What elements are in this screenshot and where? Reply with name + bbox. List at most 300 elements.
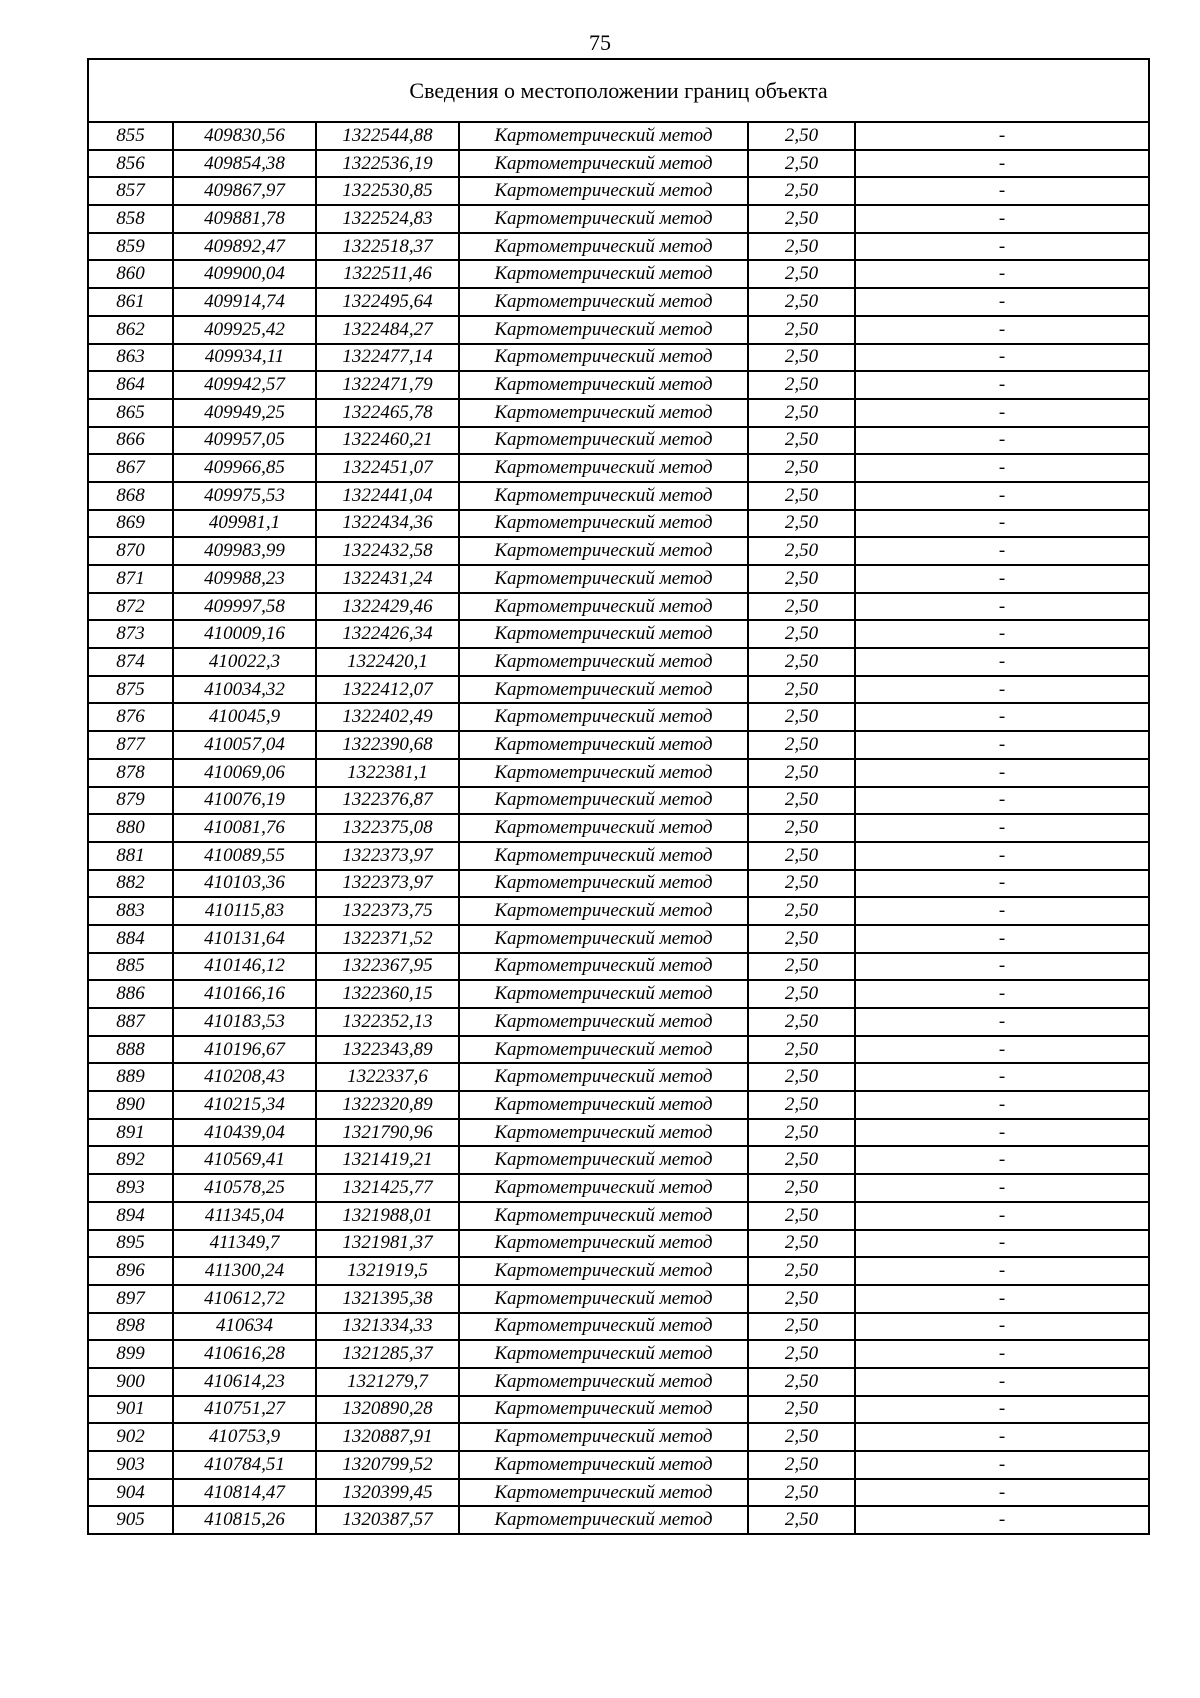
accuracy-cell: 2,50 (748, 371, 855, 399)
method-cell: Картометрический метод (459, 122, 748, 150)
x-coordinate-cell: 410612,72 (173, 1285, 316, 1313)
y-coordinate-cell: 1322426,34 (316, 620, 459, 648)
table-row (88, 565, 1149, 593)
method-cell: Картометрический метод (459, 870, 748, 898)
point-number-cell: 885 (88, 953, 173, 981)
description-cell: - (855, 620, 1149, 648)
y-coordinate-cell: 1320799,52 (316, 1451, 459, 1479)
accuracy-cell: 2,50 (748, 897, 855, 925)
x-coordinate-cell: 409892,47 (173, 233, 316, 261)
accuracy-cell: 2,50 (748, 1091, 855, 1119)
table-row (88, 648, 1149, 676)
point-number-cell: 879 (88, 787, 173, 815)
method-cell: Картометрический метод (459, 454, 748, 482)
description-cell: - (855, 1285, 1149, 1313)
table-row (88, 1423, 1149, 1451)
point-number-cell: 877 (88, 731, 173, 759)
y-coordinate-cell: 1322518,37 (316, 233, 459, 261)
x-coordinate-cell: 410081,76 (173, 814, 316, 842)
table-row (88, 1119, 1149, 1147)
y-coordinate-cell: 1322320,89 (316, 1091, 459, 1119)
y-coordinate-cell: 1322373,97 (316, 842, 459, 870)
y-coordinate-cell: 1321988,01 (316, 1202, 459, 1230)
point-number-cell: 882 (88, 870, 173, 898)
table-row (88, 870, 1149, 898)
point-number-cell: 892 (88, 1146, 173, 1174)
method-cell: Картометрический метод (459, 537, 748, 565)
x-coordinate-cell: 409949,25 (173, 399, 316, 427)
x-coordinate-cell: 410208,43 (173, 1063, 316, 1091)
table-row (88, 1396, 1149, 1424)
y-coordinate-cell: 1321790,96 (316, 1119, 459, 1147)
method-cell: Картометрический метод (459, 205, 748, 233)
method-cell: Картометрический метод (459, 1313, 748, 1341)
point-number-cell: 884 (88, 925, 173, 953)
accuracy-cell: 2,50 (748, 316, 855, 344)
point-number-cell: 864 (88, 371, 173, 399)
point-number-cell: 870 (88, 537, 173, 565)
table-row (88, 842, 1149, 870)
description-cell: - (855, 1396, 1149, 1424)
table-title: Сведения о местоположении границ объекта (88, 59, 1149, 122)
y-coordinate-cell: 1322360,15 (316, 980, 459, 1008)
accuracy-cell: 2,50 (748, 648, 855, 676)
y-coordinate-cell: 1321425,77 (316, 1174, 459, 1202)
description-cell: - (855, 1202, 1149, 1230)
x-coordinate-cell: 410115,83 (173, 897, 316, 925)
description-cell: - (855, 593, 1149, 621)
point-number-cell: 894 (88, 1202, 173, 1230)
y-coordinate-cell: 1322441,04 (316, 482, 459, 510)
point-number-cell: 865 (88, 399, 173, 427)
accuracy-cell: 2,50 (748, 1146, 855, 1174)
point-number-cell: 890 (88, 1091, 173, 1119)
y-coordinate-cell: 1322434,36 (316, 510, 459, 538)
accuracy-cell: 2,50 (748, 482, 855, 510)
description-cell: - (855, 177, 1149, 205)
description-cell: - (855, 122, 1149, 150)
x-coordinate-cell: 410103,36 (173, 870, 316, 898)
description-cell: - (855, 925, 1149, 953)
y-coordinate-cell: 1321334,33 (316, 1313, 459, 1341)
x-coordinate-cell: 409867,97 (173, 177, 316, 205)
point-number-cell: 888 (88, 1036, 173, 1064)
method-cell: Картометрический метод (459, 814, 748, 842)
point-number-cell: 895 (88, 1230, 173, 1258)
accuracy-cell: 2,50 (748, 288, 855, 316)
y-coordinate-cell: 1322412,07 (316, 676, 459, 704)
x-coordinate-cell: 411345,04 (173, 1202, 316, 1230)
table-row (88, 510, 1149, 538)
description-cell: - (855, 1230, 1149, 1258)
accuracy-cell: 2,50 (748, 787, 855, 815)
y-coordinate-cell: 1322381,1 (316, 759, 459, 787)
accuracy-cell: 2,50 (748, 814, 855, 842)
y-coordinate-cell: 1322337,6 (316, 1063, 459, 1091)
description-cell: - (855, 1036, 1149, 1064)
x-coordinate-cell: 410009,16 (173, 620, 316, 648)
method-cell: Картометрический метод (459, 759, 748, 787)
x-coordinate-cell: 409966,85 (173, 454, 316, 482)
table-row (88, 1008, 1149, 1036)
x-coordinate-cell: 410569,41 (173, 1146, 316, 1174)
accuracy-cell: 2,50 (748, 1368, 855, 1396)
y-coordinate-cell: 1322429,46 (316, 593, 459, 621)
point-number-cell: 863 (88, 344, 173, 372)
y-coordinate-cell: 1320887,91 (316, 1423, 459, 1451)
table-row (88, 620, 1149, 648)
accuracy-cell: 2,50 (748, 1340, 855, 1368)
y-coordinate-cell: 1322495,64 (316, 288, 459, 316)
point-number-cell: 899 (88, 1340, 173, 1368)
y-coordinate-cell: 1322524,83 (316, 205, 459, 233)
table-row (88, 1202, 1149, 1230)
y-coordinate-cell: 1322371,52 (316, 925, 459, 953)
x-coordinate-cell: 410022,3 (173, 648, 316, 676)
method-cell: Картометрический метод (459, 1423, 748, 1451)
method-cell: Картометрический метод (459, 150, 748, 178)
accuracy-cell: 2,50 (748, 1423, 855, 1451)
y-coordinate-cell: 1322536,19 (316, 150, 459, 178)
method-cell: Картометрический метод (459, 233, 748, 261)
point-number-cell: 860 (88, 260, 173, 288)
method-cell: Картометрический метод (459, 953, 748, 981)
method-cell: Картометрический метод (459, 1479, 748, 1507)
x-coordinate-cell: 410814,47 (173, 1479, 316, 1507)
description-cell: - (855, 454, 1149, 482)
point-number-cell: 878 (88, 759, 173, 787)
x-coordinate-cell: 410614,23 (173, 1368, 316, 1396)
y-coordinate-cell: 1322544,88 (316, 122, 459, 150)
point-number-cell: 869 (88, 510, 173, 538)
y-coordinate-cell: 1322402,49 (316, 703, 459, 731)
accuracy-cell: 2,50 (748, 620, 855, 648)
y-coordinate-cell: 1322373,75 (316, 897, 459, 925)
point-number-cell: 896 (88, 1257, 173, 1285)
description-cell: - (855, 1008, 1149, 1036)
accuracy-cell: 2,50 (748, 1036, 855, 1064)
description-cell: - (855, 953, 1149, 981)
accuracy-cell: 2,50 (748, 344, 855, 372)
method-cell: Картометрический метод (459, 620, 748, 648)
description-cell: - (855, 897, 1149, 925)
y-coordinate-cell: 1321285,37 (316, 1340, 459, 1368)
x-coordinate-cell: 410183,53 (173, 1008, 316, 1036)
method-cell: Картометрический метод (459, 676, 748, 704)
x-coordinate-cell: 410131,64 (173, 925, 316, 953)
y-coordinate-cell: 1322367,95 (316, 953, 459, 981)
method-cell: Картометрический метод (459, 980, 748, 1008)
accuracy-cell: 2,50 (748, 925, 855, 953)
description-cell: - (855, 703, 1149, 731)
x-coordinate-cell: 409988,23 (173, 565, 316, 593)
x-coordinate-cell: 409957,05 (173, 427, 316, 455)
description-cell: - (855, 427, 1149, 455)
y-coordinate-cell: 1321419,21 (316, 1146, 459, 1174)
method-cell: Картометрический метод (459, 1036, 748, 1064)
point-number-cell: 861 (88, 288, 173, 316)
table-row (88, 759, 1149, 787)
x-coordinate-cell: 409975,53 (173, 482, 316, 510)
y-coordinate-cell: 1322376,87 (316, 787, 459, 815)
accuracy-cell: 2,50 (748, 1063, 855, 1091)
method-cell: Картометрический метод (459, 593, 748, 621)
description-cell: - (855, 814, 1149, 842)
x-coordinate-cell: 410751,27 (173, 1396, 316, 1424)
description-cell: - (855, 1479, 1149, 1507)
description-cell: - (855, 1146, 1149, 1174)
x-coordinate-cell: 409983,99 (173, 537, 316, 565)
y-coordinate-cell: 1322451,07 (316, 454, 459, 482)
table-row (88, 1174, 1149, 1202)
method-cell: Картометрический метод (459, 1368, 748, 1396)
y-coordinate-cell: 1320890,28 (316, 1396, 459, 1424)
table-row (88, 454, 1149, 482)
point-number-cell: 893 (88, 1174, 173, 1202)
accuracy-cell: 2,50 (748, 1230, 855, 1258)
table-row (88, 1313, 1149, 1341)
description-cell: - (855, 1063, 1149, 1091)
accuracy-cell: 2,50 (748, 454, 855, 482)
point-number-cell: 858 (88, 205, 173, 233)
y-coordinate-cell: 1322484,27 (316, 316, 459, 344)
point-number-cell: 866 (88, 427, 173, 455)
table-row (88, 1368, 1149, 1396)
description-cell: - (855, 731, 1149, 759)
accuracy-cell: 2,50 (748, 565, 855, 593)
table-row (88, 1091, 1149, 1119)
accuracy-cell: 2,50 (748, 1119, 855, 1147)
x-coordinate-cell: 410215,34 (173, 1091, 316, 1119)
method-cell: Картометрический метод (459, 731, 748, 759)
accuracy-cell: 2,50 (748, 1202, 855, 1230)
accuracy-cell: 2,50 (748, 150, 855, 178)
method-cell: Картометрический метод (459, 1146, 748, 1174)
accuracy-cell: 2,50 (748, 1451, 855, 1479)
table-row (88, 1146, 1149, 1174)
method-cell: Картометрический метод (459, 510, 748, 538)
table-row (88, 703, 1149, 731)
point-number-cell: 904 (88, 1479, 173, 1507)
table-row (88, 953, 1149, 981)
method-cell: Картометрический метод (459, 1091, 748, 1119)
description-cell: - (855, 1091, 1149, 1119)
x-coordinate-cell: 409881,78 (173, 205, 316, 233)
description-cell: - (855, 371, 1149, 399)
accuracy-cell: 2,50 (748, 122, 855, 150)
accuracy-cell: 2,50 (748, 177, 855, 205)
method-cell: Картометрический метод (459, 316, 748, 344)
table-row (88, 1506, 1149, 1534)
x-coordinate-cell: 410753,9 (173, 1423, 316, 1451)
y-coordinate-cell: 1321395,38 (316, 1285, 459, 1313)
table-row (88, 344, 1149, 372)
accuracy-cell: 2,50 (748, 233, 855, 261)
y-coordinate-cell: 1322352,13 (316, 1008, 459, 1036)
method-cell: Картометрический метод (459, 1202, 748, 1230)
method-cell: Картометрический метод (459, 260, 748, 288)
accuracy-cell: 2,50 (748, 676, 855, 704)
description-cell: - (855, 205, 1149, 233)
table-row (88, 731, 1149, 759)
accuracy-cell: 2,50 (748, 1257, 855, 1285)
point-number-cell: 891 (88, 1119, 173, 1147)
description-cell: - (855, 787, 1149, 815)
description-cell: - (855, 1340, 1149, 1368)
description-cell: - (855, 316, 1149, 344)
y-coordinate-cell: 1320399,45 (316, 1479, 459, 1507)
description-cell: - (855, 842, 1149, 870)
accuracy-cell: 2,50 (748, 703, 855, 731)
point-number-cell: 868 (88, 482, 173, 510)
table-row (88, 260, 1149, 288)
x-coordinate-cell: 409854,38 (173, 150, 316, 178)
table-row (88, 316, 1149, 344)
description-cell: - (855, 1423, 1149, 1451)
method-cell: Картометрический метод (459, 925, 748, 953)
point-number-cell: 875 (88, 676, 173, 704)
y-coordinate-cell: 1322373,97 (316, 870, 459, 898)
y-coordinate-cell: 1321981,37 (316, 1230, 459, 1258)
accuracy-cell: 2,50 (748, 1506, 855, 1534)
accuracy-cell: 2,50 (748, 1008, 855, 1036)
method-cell: Картометрический метод (459, 1230, 748, 1258)
x-coordinate-cell: 410815,26 (173, 1506, 316, 1534)
x-coordinate-cell: 409981,1 (173, 510, 316, 538)
y-coordinate-cell: 1322477,14 (316, 344, 459, 372)
accuracy-cell: 2,50 (748, 731, 855, 759)
table-row (88, 897, 1149, 925)
y-coordinate-cell: 1322431,24 (316, 565, 459, 593)
accuracy-cell: 2,50 (748, 399, 855, 427)
accuracy-cell: 2,50 (748, 980, 855, 1008)
method-cell: Картометрический метод (459, 842, 748, 870)
method-cell: Картометрический метод (459, 427, 748, 455)
method-cell: Картометрический метод (459, 399, 748, 427)
table-row (88, 1479, 1149, 1507)
description-cell: - (855, 233, 1149, 261)
method-cell: Картометрический метод (459, 648, 748, 676)
y-coordinate-cell: 1322375,08 (316, 814, 459, 842)
accuracy-cell: 2,50 (748, 842, 855, 870)
table-row (88, 427, 1149, 455)
method-cell: Картометрический метод (459, 1119, 748, 1147)
point-number-cell: 871 (88, 565, 173, 593)
description-cell: - (855, 1119, 1149, 1147)
method-cell: Картометрический метод (459, 1174, 748, 1202)
description-cell: - (855, 1451, 1149, 1479)
accuracy-cell: 2,50 (748, 759, 855, 787)
point-number-cell: 874 (88, 648, 173, 676)
x-coordinate-cell: 409925,42 (173, 316, 316, 344)
accuracy-cell: 2,50 (748, 1479, 855, 1507)
y-coordinate-cell: 1322471,79 (316, 371, 459, 399)
table-row (88, 1257, 1149, 1285)
method-cell: Картометрический метод (459, 565, 748, 593)
table-row (88, 537, 1149, 565)
accuracy-cell: 2,50 (748, 953, 855, 981)
y-coordinate-cell: 1322530,85 (316, 177, 459, 205)
table-row (88, 1451, 1149, 1479)
point-number-cell: 880 (88, 814, 173, 842)
method-cell: Картометрический метод (459, 1506, 748, 1534)
y-coordinate-cell: 1322343,89 (316, 1036, 459, 1064)
page-number: 75 (589, 30, 611, 55)
table-row (88, 1340, 1149, 1368)
description-cell: - (855, 482, 1149, 510)
x-coordinate-cell: 410196,67 (173, 1036, 316, 1064)
x-coordinate-cell: 410616,28 (173, 1340, 316, 1368)
y-coordinate-cell: 1322460,21 (316, 427, 459, 455)
accuracy-cell: 2,50 (748, 1313, 855, 1341)
x-coordinate-cell: 410076,19 (173, 787, 316, 815)
point-number-cell: 887 (88, 1008, 173, 1036)
y-coordinate-cell: 1322420,1 (316, 648, 459, 676)
x-coordinate-cell: 409942,57 (173, 371, 316, 399)
description-cell: - (855, 260, 1149, 288)
x-coordinate-cell: 410578,25 (173, 1174, 316, 1202)
table-row (88, 593, 1149, 621)
accuracy-cell: 2,50 (748, 593, 855, 621)
method-cell: Картометрический метод (459, 344, 748, 372)
x-coordinate-cell: 410634 (173, 1313, 316, 1341)
accuracy-cell: 2,50 (748, 1174, 855, 1202)
description-cell: - (855, 344, 1149, 372)
table-row (88, 1285, 1149, 1313)
method-cell: Картометрический метод (459, 288, 748, 316)
point-number-cell: 902 (88, 1423, 173, 1451)
point-number-cell: 883 (88, 897, 173, 925)
description-cell: - (855, 1257, 1149, 1285)
method-cell: Картометрический метод (459, 482, 748, 510)
description-cell: - (855, 399, 1149, 427)
table-row (88, 288, 1149, 316)
point-number-cell: 867 (88, 454, 173, 482)
accuracy-cell: 2,50 (748, 427, 855, 455)
description-cell: - (855, 510, 1149, 538)
point-number-cell: 897 (88, 1285, 173, 1313)
boundary-table-container (87, 58, 1148, 1535)
x-coordinate-cell: 410146,12 (173, 953, 316, 981)
description-cell: - (855, 870, 1149, 898)
point-number-cell: 901 (88, 1396, 173, 1424)
x-coordinate-cell: 410166,16 (173, 980, 316, 1008)
table-row (88, 676, 1149, 704)
point-number-cell: 857 (88, 177, 173, 205)
table-row (88, 482, 1149, 510)
table-row (88, 925, 1149, 953)
point-number-cell: 898 (88, 1313, 173, 1341)
point-number-cell: 862 (88, 316, 173, 344)
description-cell: - (855, 288, 1149, 316)
table-row (88, 233, 1149, 261)
description-cell: - (855, 537, 1149, 565)
method-cell: Картометрический метод (459, 703, 748, 731)
y-coordinate-cell: 1322390,68 (316, 731, 459, 759)
table-row (88, 787, 1149, 815)
point-number-cell: 856 (88, 150, 173, 178)
x-coordinate-cell: 411349,7 (173, 1230, 316, 1258)
point-number-cell: 886 (88, 980, 173, 1008)
description-cell: - (855, 1174, 1149, 1202)
x-coordinate-cell: 409934,11 (173, 344, 316, 372)
table-row (88, 980, 1149, 1008)
method-cell: Картометрический метод (459, 1008, 748, 1036)
table-row (88, 399, 1149, 427)
method-cell: Картометрический метод (459, 1257, 748, 1285)
x-coordinate-cell: 410057,04 (173, 731, 316, 759)
description-cell: - (855, 676, 1149, 704)
